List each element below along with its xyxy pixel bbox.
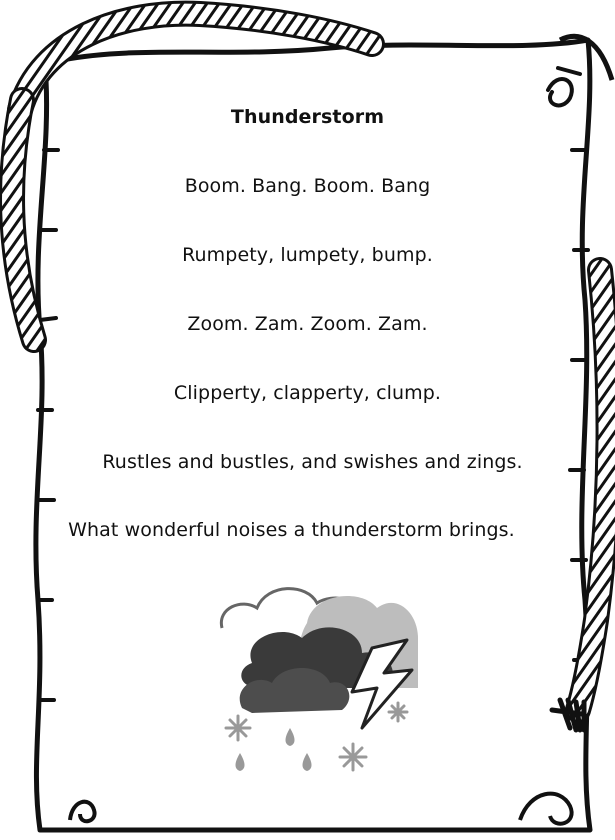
poem-line-2: Rumpety, lumpety, bump. [182,244,433,266]
poem-line-4: Clipperty, clapperty, clump. [173,382,442,404]
poem-line-6: What wonderful noises a thunderstorm brings. [68,519,515,541]
poem-line-3: Zoom. Zam. Zoom. Zam. [187,313,428,335]
thunderstorm-icon [212,578,418,783]
poem-title: Thunderstorm [230,106,385,128]
poem-line-1: Boom. Bang. Boom. Bang [184,175,431,197]
poem-line-5: Rustles and bustles, and swishes and zings. [102,451,523,473]
